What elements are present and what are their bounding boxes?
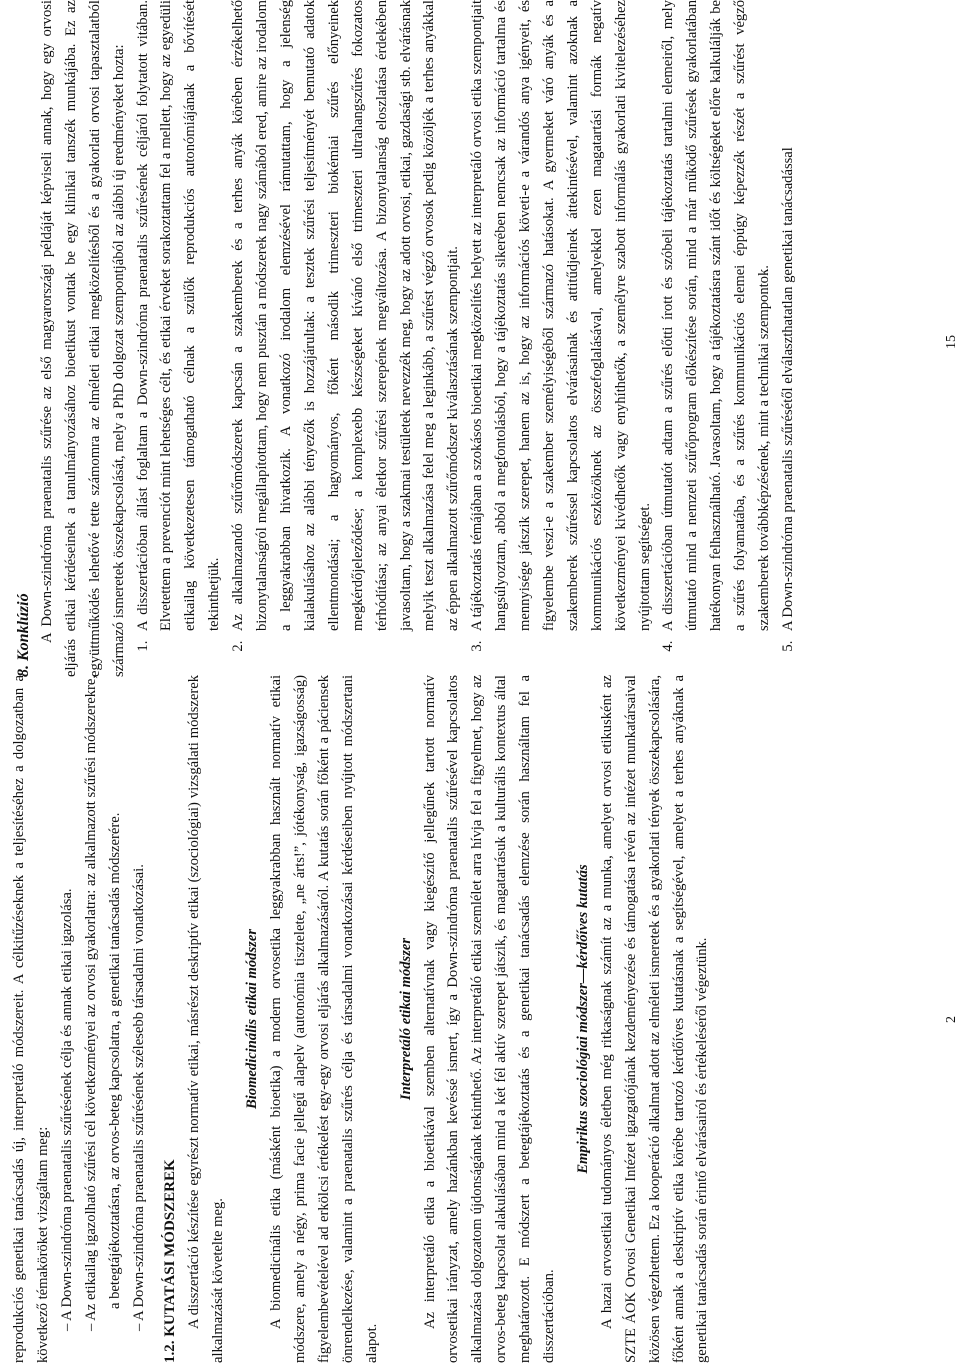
bullet-item: – A Down-szindróma praenatalis szűrésének szélesebb társadalmi vonatkozásai. [130,864,147,1331]
section-title: 1.2. KUTATÁSI MÓDSZEREK [162,1159,179,1363]
methods-paragraph: A disszertáció készítése egyrészt normatív etikai, másrészt deskriptív etikai (szociológiai) vizsgálati módszerek alkalmazását követelte meg. [186,675,227,1363]
empirical-paragraph: A hazai orvosetikai tudományos életben még ritkaságnak számít az a munka, amelyet orvosi etikusként az SZTE ÁOK Orvosi Genetikai Intézet igazgatójának kezdeményezése és támogatása révén az intézet munkatársaival közösen végezhettem. Ez a kooperáció alkalmat adott az elméleti ismeretek és a gyakorlati tények összekapcsolására, főként annak a deskriptív etika körébe tartozó kérdőíves kutatásnak a segítségével, amelyet a terhes anyáknak a genetikai tanácsadás során érintő elvárásairól és értékeléséről végeztünk. [598,675,711,1363]
page-number-right: 15 [944,335,959,349]
bullet-text: A Down-szindróma praenatalis szűrésének szélesebb társadalmi vonatkozásai. [130,864,147,1321]
intro-continuation: reprodukciós genetikai tanácsadás új, interpretáló módszereit. A célkitűzéseknek a teljesítéséhez a dolgozatban a következő témaköröket vizsgáltam meg: [11,675,51,1363]
findings-list [132,0,801,677]
list-item: 5. A Down-szindróma praenatalis szűrésétől elválaszthatatlan genetikai tanácsadással [777,0,801,637]
list-item: 4. A disszertációban útmutatót adtam a szűrés előtti írott és szóbeli tájékoztatás tartalmi elemeiről, mely útmutató mind a nemzeti szűrőprogram előkészítése során, mind a már működő szűrések gyakorlatában hatékonyan felhasználható. Javasoltam, hogy a tájékoztatásra szánt időt és költségeket előre kalkulálják be a szűrés folyamatába, és a szűrés kommunikációs elemei éppúgy képezzék részét a szűrést végző szakemberek továbbképzésének, mint a technikai szempontok. [657,0,777,637]
subheading-biomedical: Biomedicinális etikai módszer [244,929,261,1109]
bullet-item: – A Down-szindróma praenatalis szűrésének célja és annak etikai igazolása. [58,888,75,1331]
biomedical-paragraph: A biomedicinális etika (másként bioetika) a modern orvosetika leggyakrabban használt normatív etikai módszere, amely a négy, prima facie jellegű alapelv (autonómia tisztelete, „ne árts!”, jótékonyság, igazságosság) figyelembevételével ad erkölcsi értékelést egy-egy orvosi eljárás alkalmazásáról. A kutatás során főként a páciensek önrendelkezése, valamint a praenatalis szűrés célja és társadalmi vonatkozásai kérdéseiben nyújtott módszertani alapot. [268,675,380,1363]
page-number-left: 2 [944,1016,959,1023]
bullet-text: Az etikailag igazolható szűrési cél következményei az orvosi gyakorlatra: az alkalmazott szűrési módszerekre, a betegtájékoztatásra, az orvos-beteg kapcsolatra, a genetikai tanácsadás módszerére. [82,675,123,1321]
subheading-interpretive: Interpretáló etikai módszer [397,937,414,1101]
conclusion-heading: 8. Konklúzió [15,593,32,677]
conclusion-paragraph: A Down-szindróma praenatalis szűrése az első magyarországi példáját képviseli annak, hogy egy orvosi eljárás etikai kérdéseinek a tanulmányozásához bioetikust vontak be egy klinikai tanszék munkájába. Ez az együttműködés lehetővé tette számomra az elméleti etikai megközelítésből és a gyakorlati orvosi tapasztalatból származó ismeretek összekapcsolását, mely a PhD dolgozat szempontjából az alábbi új eredményeket hozta: [38,0,127,677]
subheading-empirical: Empirikus szociológiai módszer—kérdőíves kutatás [574,864,591,1174]
list-item: 3. A tájékoztatás témájában a szokásos bioetikai megközelítés helyett az interpretáló orvosi etika szempontjait hangsúlyoztam, abból a megfontolásból, hogy a tájékoztatás sikerében nemcsak az információ tartalma és mennyisége játszik szerepet, hanem az is, hogy az információs követi-e a várandós anya igényeit, és figyelembe veszi-e a szakember személyiségéből származó hatásokat. A gyermeket váró anyák és a szakemberek szűréssel kapcsolatos elvárásainak és attitűdjeinek áttekintésével, valamint azoknak a kommunikációs eszközöknek az összefoglalásával, amelyekkel ezen magatartási formák negatív következményei kivédhetők vagy enyhíthetők, a személyre szabott informálás gyakorlati kivitelezéséhez nyújtottam segítséget. [466,0,657,637]
left-page [0,675,959,1363]
list-item: 1. A disszertációban állást foglaltam a Down-szindróma praenatalis szűrésének céljáról folytatott vitában. Elvetettem a prevenciót mint lehetséges célt, és etikai érveket sorakoztattam fel a mellett, hogy az egyedüli etikailag következetesen támogatható célnak a szülők reprodukciós autonómiájának a bővítését tekinthetjük. [132,0,228,637]
list-item: 2. Az alkalmazandó szűrőmódszerek kapcsán a szakemberek és a terhes anyák körében érzékelhető bizonytalanságról megállapítottam, hogy nem pusztán a módszerek nagy számából ered, amire az irodalom a leggyakrabban hivatkozik. A vonatkozó irodalom elemzésével rámutattam, hogy a jelenség kialakulásához az alábbi tényezők is hozzájárultak: a tesztek szűrési teljesítményét bemutató adatok ellentmondásai; a hagyományos, főként második trimeszteri biokémiai szűrés előnyeinek megkérdőjeleződése; a komplexebb készségeket kívánó első trimeszteri ultrahangszűrés fokozatos térhódítása; az anyai életkor szűrési szerepének megváltozása. A bizonytalanság eloszlatása érdekében javasoltam, hogy a szakmai testületek nevezzék meg, hogy az adott orvosi, etikai, gazdasági stb. elvárásnak melyik teszt alkalmazása felel meg a leginkább, a szűrést végző orvosok pedig közöljék a terhes anyákkal az éppen alkalmazott szűrőmódszer kiválasztásának szempontjait. [227,0,466,637]
bullet-text: A Down-szindróma praenatalis szűrésének célja és annak etikai igazolása. [58,888,75,1321]
right-page [0,0,959,677]
bullet-item: – Az etikailag igazolható szűrési cél következményei az orvosi gyakorlatra: az alkalmazott szűrési módszerekre, a betegtájékoztatásra, az orvos-beteg kapcsolatra, a genetikai tanácsadás módszerére. [82,675,123,1331]
interpretive-paragraph: Az interpretáló etika a bioetikával szemben alternatívnak vagy kiegészítő jellegűnek tartott normatív orvosetikai irányzat, amely hazánkban kevéssé ismert, így a Down-szindróma praenatalis szűrésével kapcsolatos alkalmazása dolgozatom újdonságának tekinthető. Az interpretáló etikai szemlélet arra hívja fel a figyelmet, hogy az orvos-beteg kapcsolat alakulásában mind a két fél aktív szerepet játszik, és magatartásuk a kulturális kontextus által meghatározott. E módszert a betegtájékoztatás és a genetikai tanácsadás elemzése során használtam fel a disszertációban. [421,675,558,1363]
